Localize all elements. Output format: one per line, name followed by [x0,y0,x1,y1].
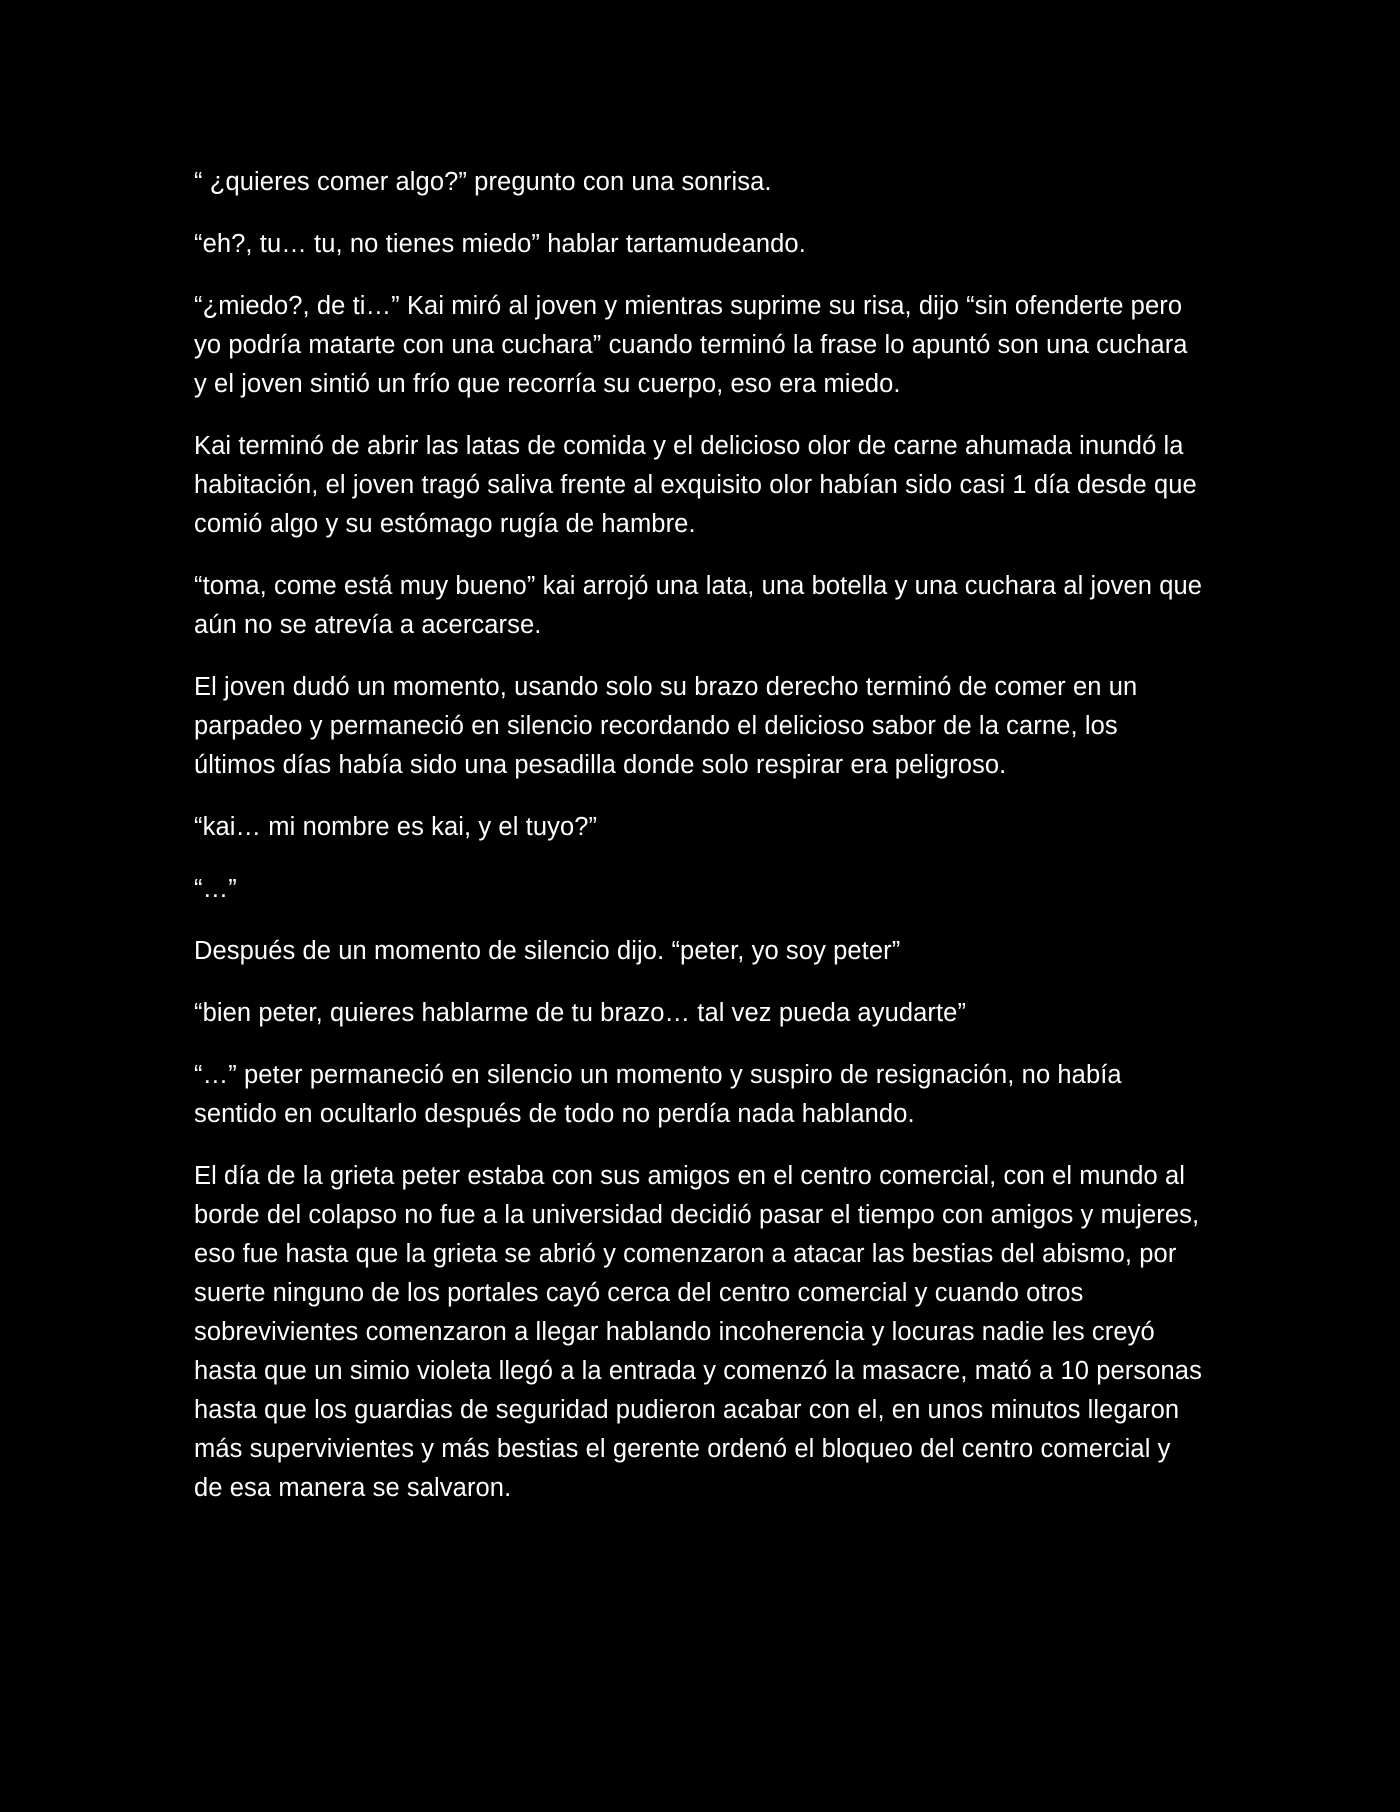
paragraph-11: “…” peter permaneció en silencio un momento y suspiro de resignación, no había sentido en ocultarlo después de todo no perdía nada hablando. [194,1061,1122,1128]
document-text-body [194,163,1206,1531]
paragraph-8: “…” [194,875,237,903]
paragraph-12: El día de la grieta peter estaba con sus amigos en el centro comercial, con el mundo al borde del colapso no fue a la universidad decidió pasar el tiempo con amigos y mujeres, eso fue hasta que la grieta se abrió y comenzaron a atacar las bestias del abismo, por suerte ninguno de los portales cayó cerca del centro comercial y cuando otros sobrevivientes comenzaron a llegar hablando incoherencia y locuras nadie les creyó hasta que un simio violeta llegó a la entrada y comenzó la masacre, mató a 10 personas hasta que los guardias de seguridad pudieron acabar con el, en unos minutos llegaron más supervivientes y más bestias el gerente ordenó el bloqueo del centro comercial y de esa manera se salvaron. [194,1162,1202,1502]
paragraph-5: “toma, come está muy bueno” kai arrojó una lata, una botella y una cuchara al joven que aún no se atrevía a acercarse. [194,572,1203,639]
paragraph-6: El joven dudó un momento, usando solo su brazo derecho terminó de comer en un parpadeo y permaneció en silencio recordando el delicioso sabor de la carne, los últimos días había sido una pesadilla donde solo respirar era peligroso. [194,673,1138,779]
paragraph-4: Kai terminó de abrir las latas de comida y el delicioso olor de carne ahumada inundó la habitación, el joven tragó saliva frente al exquisito olor habían sido casi 1 día desde que comió algo y su estómago rugía de hambre. [194,432,1197,538]
paragraph-2: “eh?, tu… tu, no tienes miedo” hablar tartamudeando. [194,230,806,258]
paragraph-7: “kai… mi nombre es kai, y el tuyo?” [194,813,598,841]
paragraph-3: “¿miedo?, de ti…” Kai miró al joven y mientras suprime su risa, dijo “sin ofenderte pero yo podría matarte con una cuchara” cuando terminó la frase lo apuntó son una cuchara y el joven sintió un frío que recorría su cuerpo, eso era miedo. [194,292,1188,398]
paragraph-9: Después de un momento de silencio dijo. “peter, yo soy peter” [194,937,901,965]
paragraph-1: “ ¿quieres comer algo?” pregunto con una sonrisa. [194,168,772,196]
paragraph-10: “bien peter, quieres hablarme de tu brazo… tal vez pueda ayudarte” [194,999,967,1027]
